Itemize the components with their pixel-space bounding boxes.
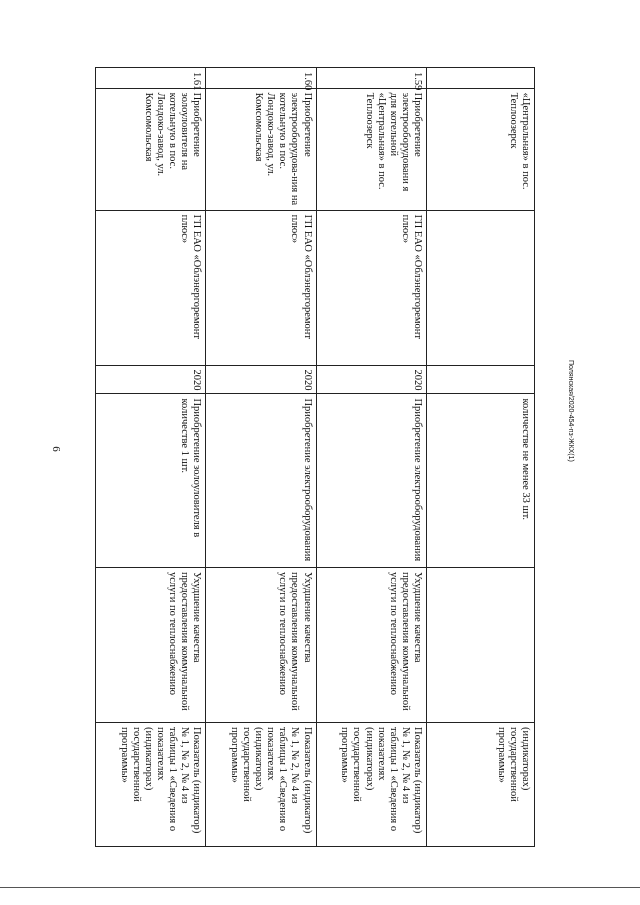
rotated-table	[95, 67, 535, 847]
cell-year: 2020	[316, 365, 426, 394]
cell-indicator: (индикаторах) государственной программы»	[426, 722, 534, 846]
cell-event: Приобретение электрооборудования	[206, 394, 316, 568]
cell-object: Приобретение электрооборудова-ния на котельную в пос. Лондоко-завод, ул. Комсомольская	[206, 88, 316, 210]
cell-object: Приобретение электрооборудовани я для котельной «Центральная» в пос. Теплоозерск	[316, 88, 426, 210]
cell-event: Приобретение золоуловителя в количестве 1 шт.	[96, 394, 206, 568]
cell-num	[426, 68, 534, 89]
table-row	[206, 68, 316, 847]
document-footer: Полянская/2020-454-пз-ЖКХ(1)	[567, 360, 574, 462]
cell-year	[426, 365, 534, 394]
page-number: 6	[49, 446, 62, 452]
cell-indicator: Показатель (индикатор) № 1, № 2, № 4 из таблицы 1 «Сведения о показателях (индикаторах) государственной программы»	[316, 722, 426, 846]
cell-object: «Центральная» в пос. Теплоозерск	[426, 88, 534, 210]
cell-num: 1.61	[96, 68, 206, 89]
cell-executor	[426, 210, 534, 365]
cell-year: 2020	[206, 365, 316, 394]
cell-event: количестве не менее 33 шт.	[426, 394, 534, 568]
cell-consequence	[426, 568, 534, 723]
cell-event: Приобретение электрооборудования	[316, 394, 426, 568]
cell-indicator: Показатель (индикатор) № 1, № 2, № 4 из таблицы 1 «Сведения о показателях (индикаторах) государственной программы»	[206, 722, 316, 846]
cell-executor: ГП ЕАО «Облэнергоремонт плюс»	[206, 210, 316, 365]
program-table	[95, 67, 535, 847]
cell-indicator: Показатель (индикатор) № 1, № 2, № 4 из таблицы 1 «Сведения о показателях (индикаторах) государственной программы»	[96, 722, 206, 846]
cell-year: 2020	[96, 365, 206, 394]
table-row-continuation	[426, 68, 534, 847]
cell-consequence: Ухудшение качества предоставления коммунальной услуги по теплоснабжению	[96, 568, 206, 723]
cell-executor: ГП ЕАО «Облэнергоремонт плюс»	[316, 210, 426, 365]
cell-consequence: Ухудшение качества предоставления коммунальной услуги по теплоснабжению	[316, 568, 426, 723]
cell-num: 1.59	[316, 68, 426, 89]
program-table-container	[95, 67, 535, 847]
table-row	[316, 68, 426, 847]
cell-num: 1.60	[206, 68, 316, 89]
cell-executor: ГП ЕАО «Облэнергоремонт плюс»	[96, 210, 206, 365]
bottom-rule	[0, 887, 640, 888]
cell-consequence: Ухудшение качества предоставления коммунальной услуги по теплоснабжению	[206, 568, 316, 723]
table-row	[96, 68, 206, 847]
cell-object: Приобретение золоуловителя на котельную в пос. Лондоко-завод, ул. Комсомольская	[96, 88, 206, 210]
